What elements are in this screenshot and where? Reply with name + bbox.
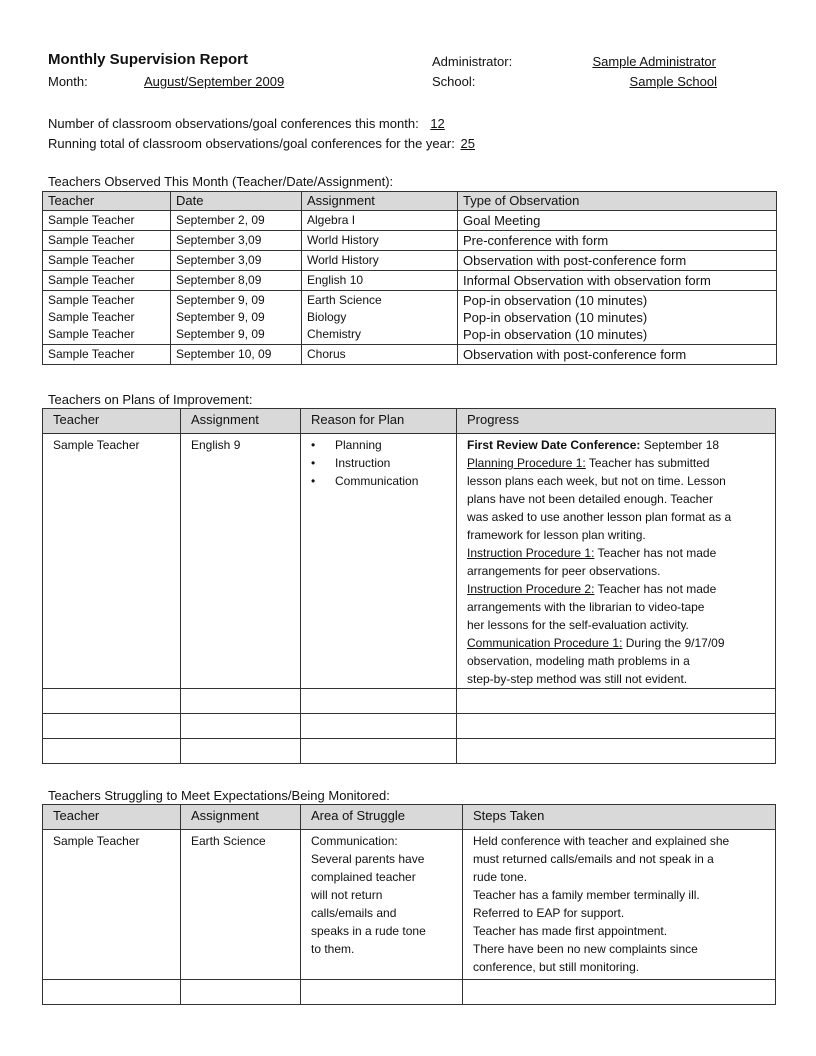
procedure-heading: Planning Procedure 1: [467, 456, 586, 470]
observed-table [42, 191, 777, 365]
yearly-count-line [48, 136, 475, 151]
table-row [43, 271, 777, 291]
table-row [43, 345, 777, 365]
observed-header-row [43, 192, 777, 211]
cell-teacher: Sample Teacher [43, 211, 171, 231]
cell-progress: First Review Date Conference: September 18 Planning Procedure 1: Teacher has submitted lesson plans each week, but not on time. Lesson plans have not been detailed enough. Teacher was asked to use another lesson plan format as a framework for lesson plan writing. Instruction Procedure 1: Teacher has not made arrangements for peer observations. Instruction Procedure 2: Teacher has not made arrangements with the librarian to video-tape her lessons for the self-evaluation activity. Communication Procedure 1: During the 9/17/09 observation, modeling math problems in a step-by-step method was still not evident. [457, 434, 776, 689]
cell-type: Observation with post-conference form [458, 251, 777, 271]
cell-area: Communication: Several parents have complained teacher will not return calls/emails and speaks in a rude tone to them. [301, 830, 463, 980]
cell-type: Observation with post-conference form [458, 345, 777, 365]
cell-steps: Held conference with teacher and explained she must returned calls/emails and not speak in a rude tone. Teacher has a family member terminally ill. Referred to EAP for support. Teacher has made first appointment. There have been no new complaints since conference, but still monitoring. [463, 830, 776, 980]
col-progress: Progress [457, 409, 776, 434]
cell-date: September 9, 09 September 9, 09 September 9, 09 [171, 291, 302, 345]
cell-assignment: World History [302, 231, 458, 251]
col-assignment: Assignment [181, 409, 301, 434]
table-row [43, 291, 777, 345]
reasons-list [311, 436, 451, 490]
review-value: September 18 [640, 438, 720, 452]
cell-date: September 3,09 [171, 231, 302, 251]
col-reason: Reason for Plan [301, 409, 457, 434]
table-row [43, 231, 777, 251]
administrator-value: Sample Administrator [592, 54, 716, 69]
list-item: • Planning [311, 438, 382, 452]
school-label: School: [432, 74, 476, 89]
improvement-table [42, 408, 776, 764]
col-assignment: Assignment [302, 192, 458, 211]
cell-type: Pre-conference with form [458, 231, 777, 251]
monthly-count-label: Number of classroom observations/goal conferences this month: [48, 116, 419, 131]
list-item: • Instruction [311, 456, 391, 470]
table-row [43, 211, 777, 231]
procedure-heading: Instruction Procedure 2: [467, 582, 595, 596]
cell-assignment: English 10 [302, 271, 458, 291]
cell-assignment: Algebra I [302, 211, 458, 231]
col-date: Date [171, 192, 302, 211]
month-value: August/September 2009 [144, 74, 285, 89]
yearly-count-value: 25 [460, 136, 475, 151]
cell-date: September 10, 09 [171, 345, 302, 365]
improvement-caption: Teachers on Plans of Improvement: [48, 392, 253, 407]
table-row [43, 980, 776, 1005]
cell-type: Pop-in observation (10 minutes) Pop-in observation (10 minutes) Pop-in observation (10 minutes) [458, 291, 777, 345]
cell-teacher: Sample Teacher Sample Teacher Sample Teacher [43, 291, 171, 345]
col-teacher: Teacher [43, 805, 181, 830]
struggling-header-row [43, 805, 776, 830]
table-row [43, 689, 776, 714]
cell-assignment: World History [302, 251, 458, 271]
cell-teacher: Sample Teacher [43, 434, 181, 689]
struggling-table [42, 804, 776, 1005]
monthly-count-value: 12 [430, 116, 445, 131]
col-teacher: Teacher [43, 409, 181, 434]
cell-date: September 2, 09 [171, 211, 302, 231]
cell-type: Goal Meeting [458, 211, 777, 231]
col-area: Area of Struggle [301, 805, 463, 830]
report-title: Monthly Supervision Report [48, 51, 249, 68]
school-value: Sample School [629, 74, 717, 89]
struggling-caption: Teachers Struggling to Meet Expectations/Being Monitored: [48, 788, 390, 803]
cell-type: Informal Observation with observation form [458, 271, 777, 291]
cell-teacher: Sample Teacher [43, 830, 181, 980]
col-teacher: Teacher [43, 192, 171, 211]
cell-assignment: English 9 [181, 434, 301, 689]
table-row [43, 714, 776, 739]
cell-teacher: Sample Teacher [43, 271, 171, 291]
procedure-heading: Instruction Procedure 1: [467, 546, 595, 560]
col-assignment: Assignment [181, 805, 301, 830]
month-label: Month: [48, 74, 88, 89]
cell-assignment: Earth Science Biology Chemistry [302, 291, 458, 345]
cell-teacher: Sample Teacher [43, 251, 171, 271]
col-observation-type: Type of Observation [458, 192, 777, 211]
table-row [43, 434, 776, 689]
review-label: First Review Date Conference: [467, 438, 641, 452]
cell-assignment: Chorus [302, 345, 458, 365]
table-row [43, 830, 776, 980]
cell-assignment: Earth Science [181, 830, 301, 980]
observed-caption: Teachers Observed This Month (Teacher/Date/Assignment): [48, 174, 394, 189]
cell-reasons [301, 434, 457, 689]
table-row [43, 739, 776, 764]
administrator-label: Administrator: [432, 54, 513, 69]
monthly-count-line [48, 116, 445, 131]
procedure-heading: Communication Procedure 1: [467, 636, 623, 650]
yearly-count-label: Running total of classroom observations/goal conferences for the year: [48, 136, 455, 151]
improvement-header-row [43, 409, 776, 434]
cell-date: September 8,09 [171, 271, 302, 291]
table-row [43, 251, 777, 271]
col-steps: Steps Taken [463, 805, 776, 830]
cell-teacher: Sample Teacher [43, 345, 171, 365]
cell-teacher: Sample Teacher [43, 231, 171, 251]
list-item: • Communication [311, 474, 419, 488]
cell-date: September 3,09 [171, 251, 302, 271]
